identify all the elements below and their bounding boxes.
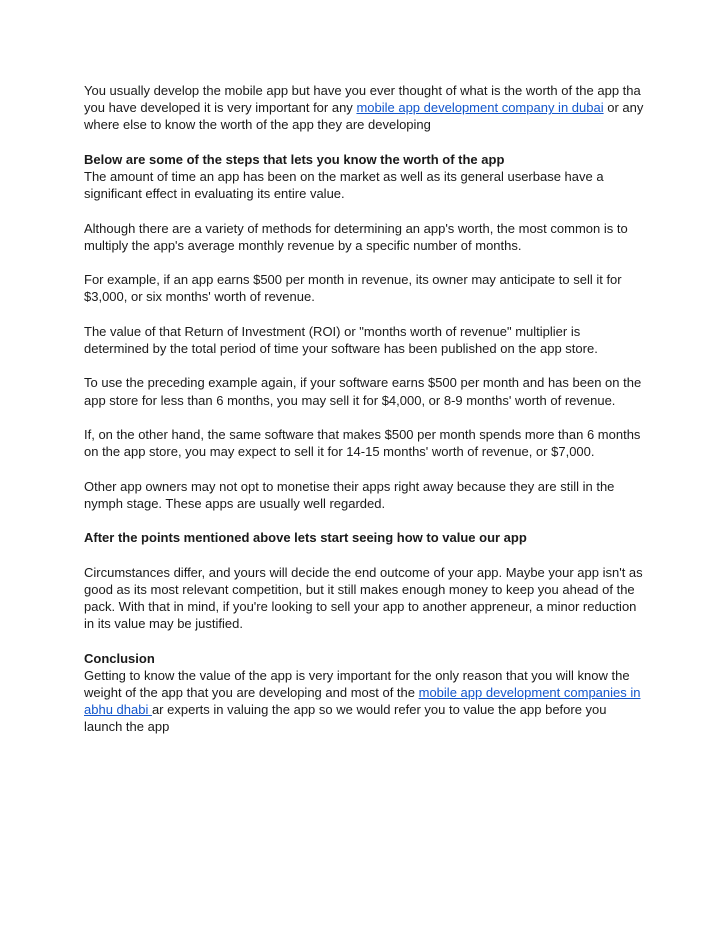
value-paragraph-1: Circumstances differ, and yours will decide the end outcome of your app. Maybe your app isn't as good as its most relevant competition, but it still makes enough money to keep you ahead of the pack. With that in mind, if you're looking to sell your app to another appreneur, a minor reduction in its value may be justified. [84,564,643,632]
intro-paragraph [84,82,644,134]
steps-paragraph-4: The value of that Return of Investment (ROI) or "months worth of revenue" multiplier is determined by the total period of time your software has been published on the app store. [84,323,598,356]
conclusion-paragraph [84,667,644,736]
conclusion-text-2: ar experts in valuing the app so we would refer you to value the app before you launch the app [84,702,607,735]
intro-text-1: You usually develop the mobile app but have you ever thought of what is the worth of the app tha you have developed it is very important for any [84,83,641,116]
intro-text-2: or any where else to know the worth of the app they are developing [84,100,644,133]
steps-paragraph-6: If, on the other hand, the same software that makes $500 per month spends more than 6 months on the app store, you may expect to sell it for 14-15 months' worth of revenue, or $7,000. [84,426,641,460]
conclusion-text-1: Getting to know the value of the app is very important for the only reason that you will know the weight of the app that you are developing and most of the [84,667,630,700]
document-page [84,82,644,736]
steps-paragraph-7: Other app owners may not opt to monetise their apps right away because they are still in the nymph stage. These apps are usually well regarded. [84,478,615,511]
steps-paragraph-1: The amount of time an app has been on the market as well as its general userbase have a significant effect in evaluating its entire value. [84,169,604,202]
steps-paragraph-5: To use the preceding example again, if your software earns $500 per month and has been on the app store for less than 6 months, you may sell it for $4,000, or 8-9 months' worth of revenue. [84,375,642,408]
value-heading: After the points mentioned above lets start seeing how to value our app [84,530,527,546]
conclusion-heading: Conclusion [84,650,155,666]
steps-paragraph-2: Although there are a variety of methods for determining an app's worth, the most common is to multiply the app's average monthly revenue by a specific number of months. [84,220,628,253]
steps-paragraph-3: For example, if an app earns $500 per month in revenue, its owner may anticipate to sell it for $3,000, or six months' worth of revenue. [84,272,622,305]
steps-heading: Below are some of the steps that lets you know the worth of the app [84,151,505,167]
intro-link[interactable]: mobile app development company in dubai [356,100,604,116]
conclusion-link[interactable]: mobile app development companies in abhu dhabi [84,684,641,718]
